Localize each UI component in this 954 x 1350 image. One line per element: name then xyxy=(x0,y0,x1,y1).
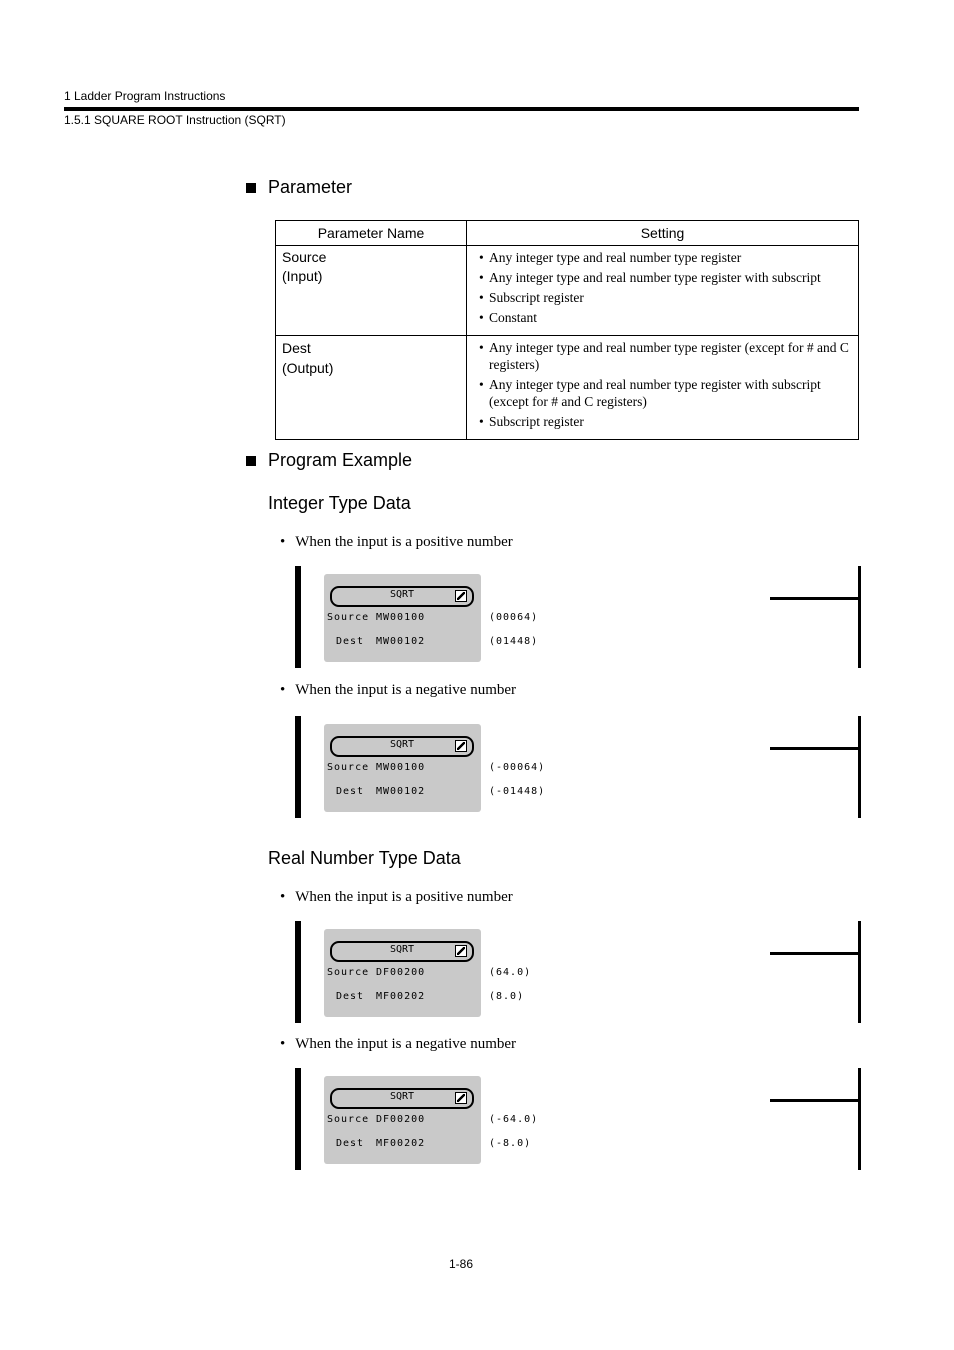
source-register: DF00200 xyxy=(376,1114,426,1125)
setting-item: • Any integer type and real number type register xyxy=(479,249,850,266)
right-power-rail xyxy=(858,566,861,668)
source-value: (-00064) xyxy=(489,762,546,773)
rung-line xyxy=(770,1099,858,1102)
page-number: 1-86 xyxy=(449,1257,474,1271)
param-name: Dest xyxy=(282,340,311,356)
left-power-rail xyxy=(295,921,301,1023)
sqrt-instruction-block xyxy=(324,574,481,662)
rung-line xyxy=(770,747,858,750)
source-register: MW00100 xyxy=(376,612,426,623)
expand-icon xyxy=(455,945,467,957)
param-direction: (Output) xyxy=(282,360,334,376)
parameter-heading xyxy=(246,177,352,198)
rung-line xyxy=(770,597,858,600)
program-example-heading-text: Program Example xyxy=(268,450,413,470)
instruction-name: SQRT xyxy=(389,589,415,600)
right-power-rail xyxy=(858,1068,861,1170)
source-label: Source xyxy=(327,967,370,978)
param-setting-cell xyxy=(467,246,859,336)
dest-label: Dest xyxy=(336,991,365,1002)
instruction-title-bar xyxy=(330,586,474,607)
dest-value: (8.0) xyxy=(489,991,525,1002)
left-power-rail xyxy=(295,716,301,818)
sqrt-instruction-block xyxy=(324,1076,481,1164)
param-setting-cell xyxy=(467,336,859,440)
instruction-title-bar xyxy=(330,1088,474,1109)
instruction-name: SQRT xyxy=(389,944,415,955)
table-row xyxy=(276,336,859,440)
source-register: DF00200 xyxy=(376,967,426,978)
instruction-name: SQRT xyxy=(389,739,415,750)
expand-icon xyxy=(455,740,467,752)
real-type-heading: Real Number Type Data xyxy=(268,848,461,868)
table-header-row xyxy=(276,221,859,246)
dest-register: MF00202 xyxy=(376,1138,426,1149)
dest-register: MW00102 xyxy=(376,786,426,797)
ladder-rung xyxy=(295,921,863,1023)
right-power-rail xyxy=(858,716,861,818)
ladder-rung xyxy=(295,566,863,668)
instruction-title-bar xyxy=(330,736,474,757)
left-power-rail xyxy=(295,566,301,668)
ladder-rung xyxy=(295,1068,863,1170)
parameter-heading-text: Parameter xyxy=(268,177,353,197)
param-name-cell xyxy=(276,336,467,440)
source-register: MW00100 xyxy=(376,762,426,773)
ladder-rung xyxy=(295,716,863,818)
source-value: (00064) xyxy=(489,612,539,623)
header-rule xyxy=(64,107,859,111)
example-caption: • When the input is a negative number xyxy=(280,1036,517,1052)
setting-item: • Subscript register xyxy=(479,413,850,430)
rung-line xyxy=(770,952,858,955)
program-example-heading xyxy=(246,450,412,471)
source-value: (64.0) xyxy=(489,967,532,978)
dest-value: (01448) xyxy=(489,636,539,647)
setting-item: • Any integer type and real number type register with subscript (except for # and C registers) xyxy=(479,376,850,410)
setting-item: • Any integer type and real number type register with subscript xyxy=(479,269,850,286)
example-caption: • When the input is a negative number xyxy=(280,682,517,698)
square-bullet-icon xyxy=(246,183,256,193)
source-label: Source xyxy=(327,762,370,773)
dest-label: Dest xyxy=(336,636,365,647)
source-value: (-64.0) xyxy=(489,1114,539,1125)
param-name: Source xyxy=(282,249,327,265)
setting-item: • Constant xyxy=(479,309,850,326)
instruction-title-bar xyxy=(330,941,474,962)
setting-item: • Subscript register xyxy=(479,289,850,306)
left-power-rail xyxy=(295,1068,301,1170)
sqrt-instruction-block xyxy=(324,724,481,812)
right-power-rail xyxy=(858,921,861,1023)
source-label: Source xyxy=(327,1114,370,1125)
dest-label: Dest xyxy=(336,1138,365,1149)
source-label: Source xyxy=(327,612,370,623)
example-caption: • When the input is a positive number xyxy=(280,534,513,550)
section-header: 1.5.1 SQUARE ROOT Instruction (SQRT) xyxy=(64,113,286,127)
column-header: Parameter Name xyxy=(276,221,467,246)
integer-type-heading: Integer Type Data xyxy=(268,493,411,513)
param-name-cell xyxy=(276,246,467,336)
dest-register: MW00102 xyxy=(376,636,426,647)
dest-value: (-01448) xyxy=(489,786,546,797)
parameter-table xyxy=(275,220,859,440)
table-row xyxy=(276,246,859,336)
dest-value: (-8.0) xyxy=(489,1138,532,1149)
expand-icon xyxy=(455,1092,467,1104)
dest-label: Dest xyxy=(336,786,365,797)
param-direction: (Input) xyxy=(282,268,323,284)
expand-icon xyxy=(455,590,467,602)
chapter-header: 1 Ladder Program Instructions xyxy=(64,89,226,103)
sqrt-instruction-block xyxy=(324,929,481,1017)
setting-item: • Any integer type and real number type register (except for # and C registers) xyxy=(479,339,850,373)
column-header: Setting xyxy=(467,221,859,246)
instruction-name: SQRT xyxy=(389,1091,415,1102)
square-bullet-icon xyxy=(246,456,256,466)
example-caption: • When the input is a positive number xyxy=(280,889,513,905)
dest-register: MF00202 xyxy=(376,991,426,1002)
